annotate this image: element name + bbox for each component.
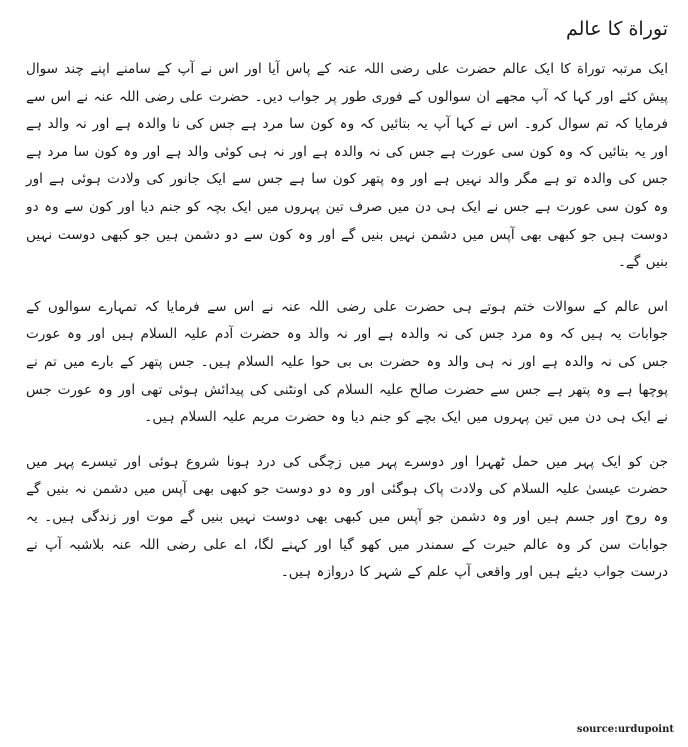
article-title: توراة کا عالم	[566, 18, 668, 40]
source-credit: source:urdupoint	[576, 724, 674, 735]
article-paragraph-3: جن کو ایک پہر میں حمل ٹھہرا اور دوسرے پہر میں زچگی کی درد ہونا شروع ہوئی اور تیسرے پہر میں حضرت عیسیٰ علیہ السلام کی ولادت پاک ہوگئی اور وہ دو دوست جو کبھی بھی آپس میں دشمن نہ بنیں گے وہ روح اور جسم ہیں اور وہ دشمن جو آپس میں کبھی بھی دوست نہیں بنیں گے موت اور زندگی ہیں۔ یہ جوابات سن کر وہ عالم حیرت کے سمندر میں کھو گیا اور کہنے لگا، اے علی رضی اللہ عنہ بلاشبہ آپ نے درست جواب دیئے ہیں اور واقعی آپ علم کے شہر کا دروازہ ہیں۔	[26, 453, 668, 581]
article-paragraph-2: اس عالم کے سوالات ختم ہوتے ہی حضرت علی رضی اللہ عنہ نے اس سے فرمایا کہ تمہارے سوالوں کے جوابات یہ ہیں کہ وہ مرد جس کی نہ والدہ ہے اور نہ والد وہ حضرت آدم علیہ السلام ہیں اور وہ عورت جس کی نہ والدہ ہے اور نہ ہی والد وہ حضرت بی بی حوا علیہ السلام ہیں۔ جس پتھر کے بارے میں تم نے پوچھا ہے وہ پتھر ہے جس سے حضرت صالح علیہ السلام کی اونٹنی کی پیدائش ہوئی تھی اور وہ عورت جس نے ایک ہی دن میں تین پہروں میں ایک بچے کو جنم دیا وہ حضرت مریم علیہ السلام ہیں۔	[26, 298, 668, 426]
article-paragraph-1: ایک مرتبہ توراة کا ایک عالم حضرت علی رضی اللہ عنہ کے پاس آیا اور اس نے آپ کے سامنے اپنے چند سوال پیش کئے اور کہا کہ آپ مجھے ان سوالوں کے فوری طور پر جواب دیں۔ حضرت علی رضی اللہ عنہ نے اس سے فرمایا کہ تم سوال کرو۔ اس نے کہا آپ یہ بتائیں کہ وہ کون سا مرد ہے جس کی نا والدہ ہے اور نہ والد ہے اور یہ بتائیں کہ وہ کون سی عورت ہے جس کی نہ والدہ ہے اور نہ ہی کوئی والد ہے اور وہ کون سا مرد ہے جس کی والدہ تو ہے مگر والد نہیں ہے اور وہ پتھر کون سا ہے جس سے ایک جانور کی ولادت ہوئی ہے اور وہ کون سی عورت ہے جس نے ایک ہی دن میں صرف تین پہروں میں ایک بچہ کو جنم دیا اور کون سے وہ دو دوست ہیں جو کبھی بھی آپس میں دشمن نہیں بنیں گے اور وہ کون سے دو دشمن ہیں جو کبھی دوست نہیں بنیں گے۔	[26, 61, 668, 271]
